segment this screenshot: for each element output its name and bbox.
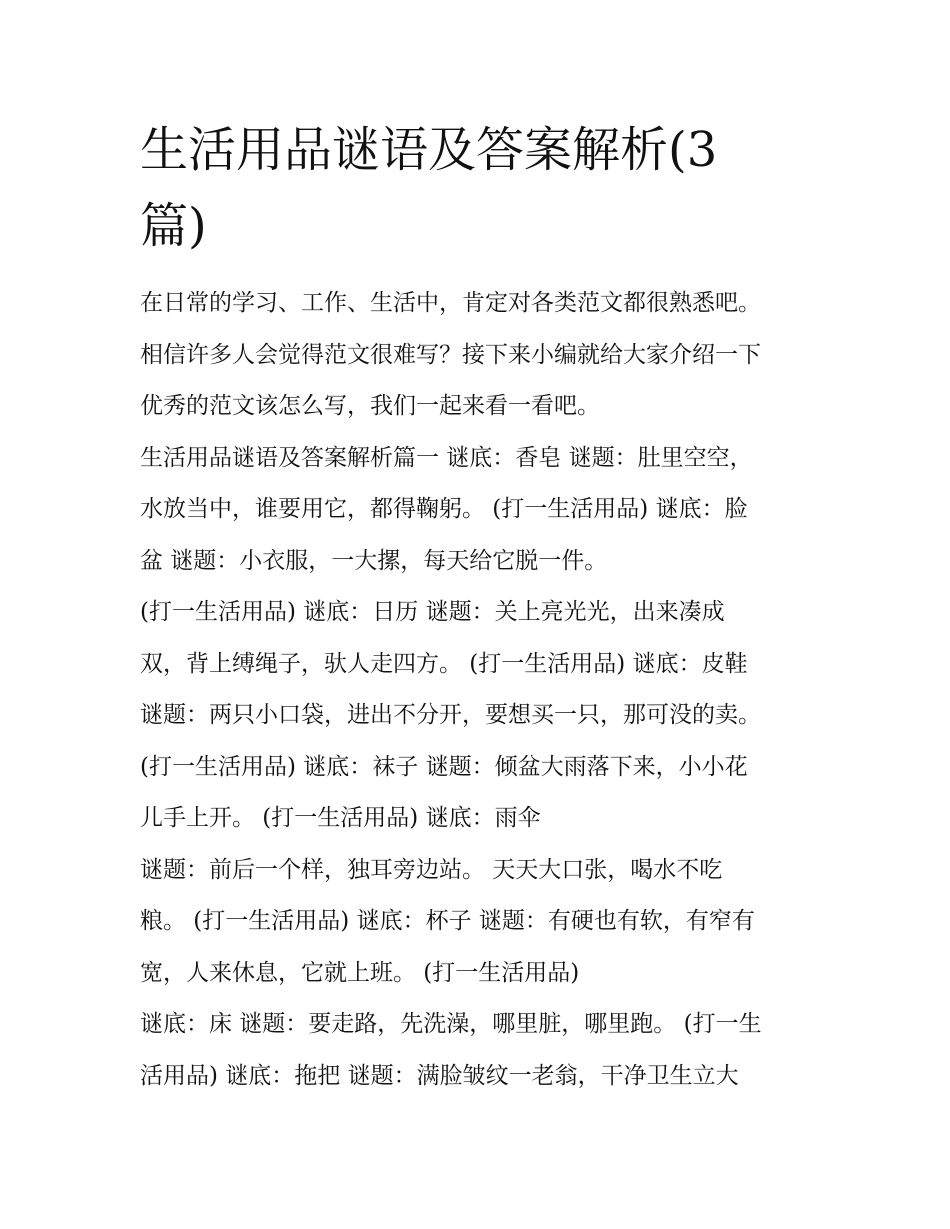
document-title [140, 112, 840, 264]
body-line: 谜题：前后一个样，独耳旁边站。 天天大口张，喝水不吃 [140, 856, 723, 883]
body-line: 盆 谜题：小衣服，一大摞，每天给它脱一件。 [140, 547, 608, 574]
body-line: 宽，人来休息，它就上班。 (打一生活用品) [140, 959, 580, 986]
body-line: 活用品) 谜底：拖把 谜题：满脸皱纹一老翁，干净卫生立大 [140, 1062, 739, 1089]
document-body [140, 278, 830, 1102]
body-line: 优秀的范文该怎么写，我们一起来看一看吧。 [140, 393, 600, 419]
body-line: 水放当中，谁要用它，都得鞠躬。 (打一生活用品) 谜底：脸 [140, 496, 748, 522]
body-line: 相信许多人会觉得范文很难写？接下来小编就给大家介绍一下 [140, 341, 761, 368]
body-line: 生活用品谜语及答案解析篇一 谜底：香皂 谜题：肚里空空， [140, 444, 753, 471]
body-line: (打一生活用品) 谜底：袜子 谜题：倾盆大雨落下来，小小花 [140, 753, 748, 780]
body-line: 粮。 (打一生活用品) 谜底：杯子 谜题：有硬也有软，有窄有 [140, 908, 755, 934]
body-line: 儿手上开。 (打一生活用品) 谜底：雨伞 [140, 805, 541, 831]
title-line-2: 篇) [140, 198, 207, 254]
body-line: 双，背上缚绳子，驮人走四方。 (打一生活用品) 谜底：皮鞋 [140, 650, 748, 677]
body-line: 在日常的学习、工作、生活中，肯定对各类范文都很熟悉吧。 [140, 290, 761, 316]
title-line-1: 生活用品谜语及答案解析(3 [140, 122, 718, 178]
body-line: (打一生活用品) 谜底：日历 谜题：关上亮光光，出来凑成 [140, 599, 725, 625]
body-line: 谜题：两只小口袋，进出不分开，要想买一只，那可没的卖。 [140, 702, 761, 728]
body-line: 谜底：床 谜题：要走路，先洗澡，哪里脏，哪里跑。 (打一生 [140, 1011, 762, 1037]
